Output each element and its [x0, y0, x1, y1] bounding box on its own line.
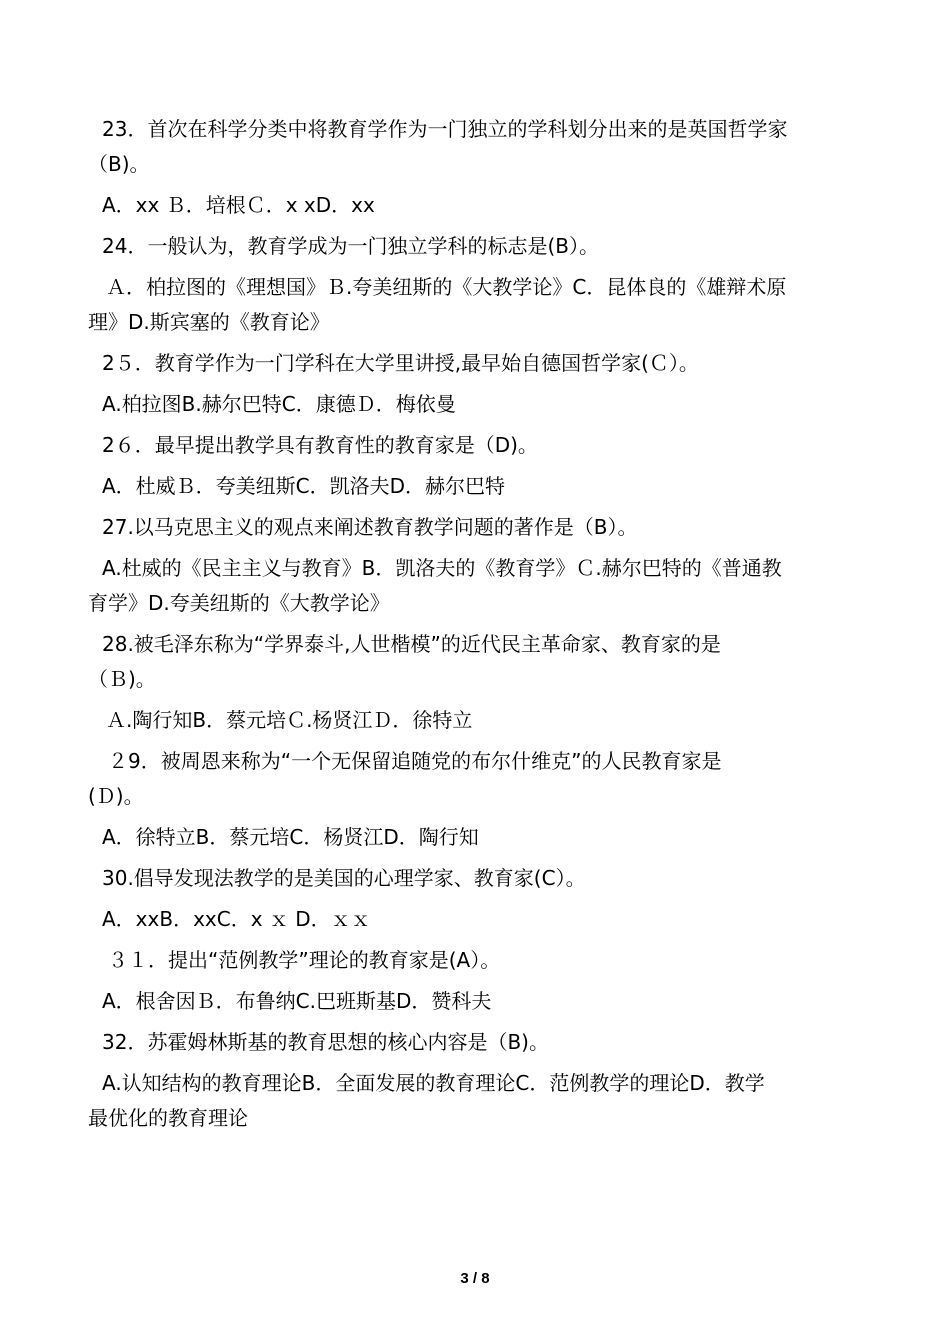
question-24-options-cont: 理》D.斯宾塞的《教育论》: [88, 310, 330, 334]
question-31-options: A．根舍因Ｂ．布鲁纳C.巴班斯基D．赞科夫: [102, 989, 492, 1013]
question-27-stem: 27.以马克思主义的观点来阐述教育教学问题的著作是（B）。: [102, 515, 638, 539]
question-27-options-cont: 育学》D.夸美纽斯的《大教学论》: [88, 591, 390, 615]
question-30-options: A．xxB．xxC．x ｘ D．ｘｘ: [102, 907, 371, 931]
question-29-stem-cont: (Ｄ)。: [88, 784, 144, 808]
document-body: [88, 112, 868, 1136]
question-27-options: A.杜威的《民主主义与教育》B．凯洛夫的《教育学》Ｃ.赫尔巴特的《普通教: [102, 556, 782, 580]
question-29-options: A．徐特立B．蔡元培C．杨贤江D．陶行知: [102, 825, 479, 849]
question-24-stem: 24．一般认为，教育学成为一门独立学科的标志是(B）。: [102, 234, 599, 258]
question-26-options: A．杜威Ｂ．夸美纽斯C．凯洛夫D．赫尔巴特: [102, 474, 506, 498]
question-32-options: A.认知结构的教育理论B．全面发展的教育理论C．范例教学的理论D．教学: [102, 1071, 765, 1095]
question-25-stem: 2５．教育学作为一门学科在大学里讲授,最早始自德国哲学家(Ｃ）。: [102, 351, 699, 375]
question-23-options: A．xx Ｂ．培根Ｃ．x xD．xx: [102, 193, 375, 217]
question-23-stem-cont: （B)。: [88, 152, 150, 176]
question-32-options-cont: 最优化的教育理论: [88, 1106, 248, 1130]
question-26-stem: 2６．最早提出教学具有教育性的教育家是（D)。: [102, 433, 538, 457]
page-number: 3 / 8: [460, 1270, 490, 1287]
question-28-options: Ａ.陶行知B．蔡元培Ｃ.杨贤江Ｄ．徐特立: [106, 708, 473, 732]
question-24-options: Ａ．柏拉图的《理想国》Ｂ.夸美纽斯的《大教学论》C．昆体良的《雄辩术原: [106, 275, 787, 299]
question-32-stem: 32．苏霍姆林斯基的教育思想的核心内容是（B)。: [102, 1030, 549, 1054]
question-28-stem: 28.被毛泽东称为“学界泰斗,人世楷模”的近代民主革命家、教育家的是: [102, 632, 721, 656]
question-30-stem: 30.倡导发现法教学的是美国的心理学家、教育家(C）。: [102, 866, 586, 890]
question-25-options: A.柏拉图B.赫尔巴特C．康德Ｄ．梅依曼: [102, 392, 456, 416]
question-23-stem: 23．首次在科学分类中将教育学作为一门独立的学科划分出来的是英国哲学家: [102, 117, 788, 141]
question-31-stem: ３１．提出“范例教学”理论的教育家是(A）。: [108, 948, 501, 972]
question-28-stem-cont: （Ｂ)。: [88, 667, 156, 691]
question-29-stem: ２9．被周恩来称为“一个无保留追随党的布尔什维克”的人民教育家是: [108, 749, 722, 773]
